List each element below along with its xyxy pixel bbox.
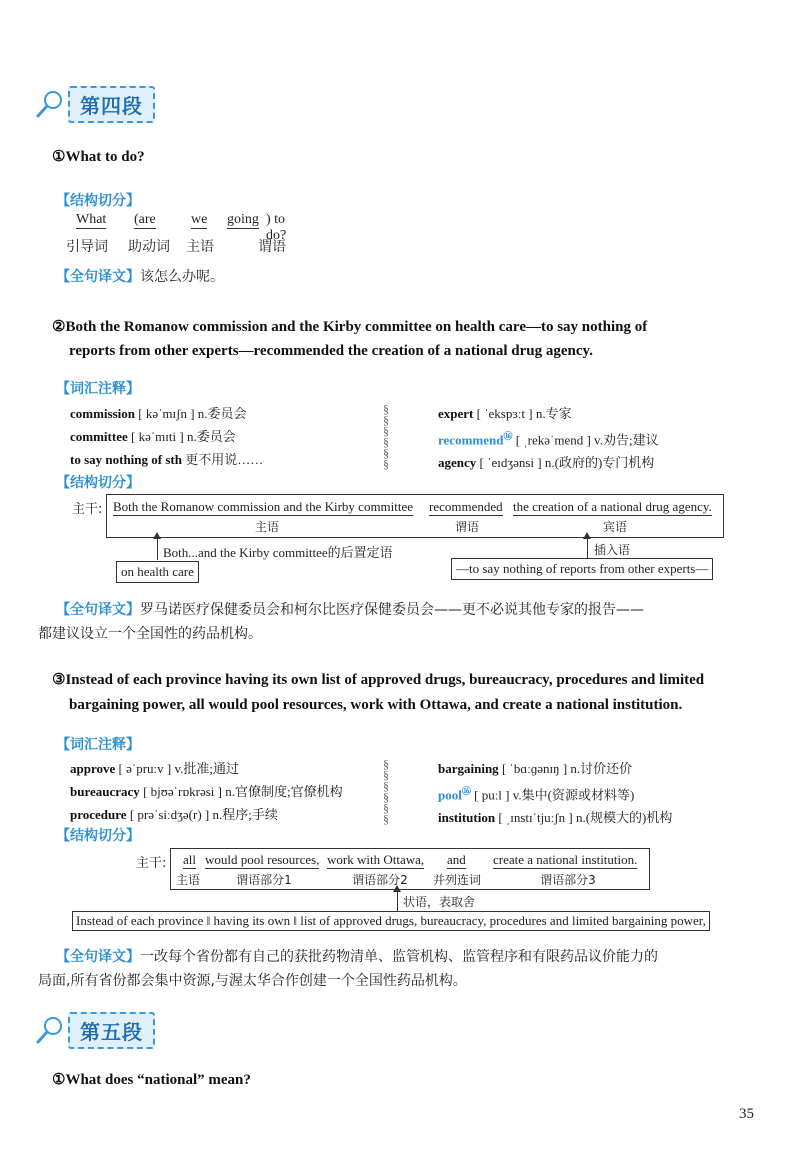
box-right: —to say nothing of reports from other experts— <box>451 558 713 580</box>
q1-translation <box>56 266 224 286</box>
vocab-def: 更不用说…… <box>181 452 264 467</box>
trunk-object: the creation of a national drug agency. <box>513 499 712 514</box>
vocab-def: [ kəˈmɪʃn ] n.委员会 <box>135 406 247 421</box>
trunk-verb-2: work with Ottawa, <box>327 852 425 867</box>
q2-vocab-left <box>70 402 263 471</box>
translation-line-2: 局面,所有省份都会集中资源,与渥太华合作创建一个全国性药品机构。 <box>38 973 467 989</box>
vocab-def: [ ˈbɑːɡənɪŋ ] n.讨价还价 <box>498 761 633 776</box>
translation-tag: 【全句译文】 <box>56 602 140 618</box>
structure-tag: 【结构切分】 <box>56 193 140 209</box>
q1-word-going: going <box>227 212 259 227</box>
q1-label-3: 谓语 <box>258 239 286 255</box>
vocab-entry <box>70 780 343 803</box>
vocab-tag: 【词汇注释】 <box>56 737 140 753</box>
vocab-entry <box>438 451 659 474</box>
magnifier-icon <box>34 1014 66 1046</box>
vocab-entry <box>70 425 263 448</box>
translation-line-1: 罗马诺医疗保健委员会和柯尔比医疗保健委员会——更不必说其他专家的报告—— <box>140 602 644 618</box>
q1-label-1: 助动词 <box>128 239 170 255</box>
trunk-conj: and <box>447 852 466 867</box>
translation-tag: 【全句译文】 <box>56 949 140 965</box>
vocab-def: [ ˌɪnstɪˈtjuːʃn ] n.(规模大的)机构 <box>495 810 673 826</box>
trunk-subject: all <box>183 852 196 867</box>
vocab-word: bargaining <box>438 761 499 776</box>
role-verb: 谓语 <box>454 520 479 534</box>
vocab-def: [ puːl ] v.集中(资源或材料等) <box>470 787 635 803</box>
trunk-label: 主干: <box>72 502 103 517</box>
vocab-def: [ ˈekspɜːt ] n.专家 <box>473 406 572 421</box>
vocab-word: procedure <box>70 807 127 822</box>
q2-translation <box>38 598 766 646</box>
role-verb-2: 谓语部分2 <box>352 873 408 887</box>
role-subject: 主语 <box>175 873 200 887</box>
q1-label-0: 引导词 <box>66 239 108 255</box>
note-right: 插入语 <box>594 543 631 557</box>
question-4: ①What does “national” mean? <box>52 1072 251 1088</box>
vocab-def: [ əˈpruːv ] v.批准;通过 <box>115 761 239 776</box>
role-object: 宾语 <box>602 520 627 534</box>
vocab-def: [ bjʊəˈrɒkrəsi ] n.官僚制度;官僚机构 <box>139 784 343 799</box>
vocab-def: [ ˌrekəˈmend ] v.劝告;建议 <box>512 432 659 448</box>
q3-vocab-left <box>70 757 343 826</box>
magnifier-icon <box>34 88 66 120</box>
q3-vocab-right <box>438 757 672 829</box>
arrow-up-icon <box>587 538 588 558</box>
question-2-line-1: ②Both the Romanow commission and the Kirby committee on health care—to say nothing of <box>52 319 648 335</box>
translation-line-1: 一改每个省份都有自己的获批药物清单、监管机构、监管程序和有限药品议价能力的 <box>140 949 658 965</box>
question-2-line-2: reports from other experts—recommended the creation of a national drug agency. <box>69 343 593 359</box>
vocab-word: to say nothing of sth <box>70 452 182 467</box>
vocab-entry <box>438 425 659 451</box>
question-3-line-1: ③Instead of each province having its own list of approved drugs, bureaucracy, procedures and limited <box>52 672 705 688</box>
structure-tag: 【结构切分】 <box>56 475 140 491</box>
arrow-up-icon <box>397 891 398 911</box>
question-1: ①What to do? <box>52 149 145 165</box>
vocab-tag: 【词汇注释】 <box>56 381 140 397</box>
frequency-mark: ⑯ <box>503 431 513 441</box>
role-verb-1: 谓语部分1 <box>236 873 292 887</box>
vocab-word: commission <box>70 406 135 421</box>
divider-squiggle: § § § § § § <box>383 757 389 826</box>
trunk-verb-3: create a national institution. <box>493 852 638 867</box>
role-subject: 主语 <box>254 520 279 534</box>
section-title: 第五段 <box>68 1012 155 1049</box>
divider-squiggle: § § § § § § <box>383 402 389 471</box>
trunk-verb-1: would pool resources, <box>205 852 320 867</box>
vocab-word: expert <box>438 406 474 421</box>
vocab-word: approve <box>70 761 116 776</box>
role-conj: 并列连词 <box>432 873 481 887</box>
translation-line-2: 都建议设立一个全国性的药品机构。 <box>38 626 262 642</box>
note: 状语，表取舍 <box>403 895 476 909</box>
q3-trunk-box <box>170 848 650 890</box>
vocab-entry <box>70 757 343 780</box>
section-title: 第四段 <box>68 86 155 123</box>
vocab-def: [ prəˈsiːdʒə(r) ] n.程序;手续 <box>126 807 278 822</box>
q3-translation <box>38 945 776 993</box>
question-2 <box>52 315 752 363</box>
q1-word-we: we <box>191 212 208 227</box>
vocab-entry <box>70 402 263 425</box>
vocab-word: institution <box>438 810 496 826</box>
box-left: on health care <box>116 561 199 583</box>
trunk-subject: Both the Romanow commission and the Kirby committee <box>113 499 414 514</box>
vocab-def: [ kəˈmɪti ] n.委员会 <box>127 429 236 444</box>
section-header-4 <box>34 86 155 122</box>
page-number: 35 <box>739 1106 754 1122</box>
vocab-def: [ ˈeɪdʒənsi ] n.(政府的)专门机构 <box>476 455 655 471</box>
q2-vocab-right <box>438 402 659 474</box>
section-header-5 <box>34 1012 155 1048</box>
translation-tag: 【全句译文】 <box>56 269 140 285</box>
vocab-entry <box>438 757 672 780</box>
vocab-entry <box>438 780 672 806</box>
q1-word-what: What <box>76 212 107 227</box>
vocab-entry <box>70 803 343 826</box>
q1-label-2: 主语 <box>186 239 214 255</box>
q2-trunk-box <box>106 494 724 538</box>
vocab-entry <box>70 448 263 471</box>
frequency-mark: ⑯ <box>461 786 471 796</box>
trunk-label: 主干: <box>136 856 167 871</box>
question-3 <box>52 668 772 718</box>
vocab-entry <box>438 402 659 425</box>
translation-text: 该怎么办呢。 <box>140 269 224 285</box>
note-left: Both...and the Kirby committee的后置定语 <box>163 545 393 560</box>
role-verb-3: 谓语部分3 <box>540 873 596 887</box>
vocab-word-highlight: recommend <box>438 432 504 448</box>
adverbial-box: Instead of each province ‖ having its own ‖ list of approved drugs, bureaucracy, procedures and limited bargaining power, <box>72 911 710 931</box>
q1-word-are: (are <box>134 212 156 227</box>
trunk-verb: recommended <box>429 499 503 514</box>
q1-word-todo: ) to do? <box>266 212 287 243</box>
structure-tag: 【结构切分】 <box>56 828 140 844</box>
arrow-up-icon <box>157 538 158 560</box>
vocab-word: bureaucracy <box>70 784 140 799</box>
vocab-word: agency <box>438 455 477 471</box>
vocab-word-highlight: pool <box>438 787 462 803</box>
question-3-line-2: bargaining power, all would pool resources, work with Ottawa, and create a national institution. <box>69 697 683 713</box>
vocab-entry <box>438 806 672 829</box>
vocab-word: committee <box>70 429 128 444</box>
